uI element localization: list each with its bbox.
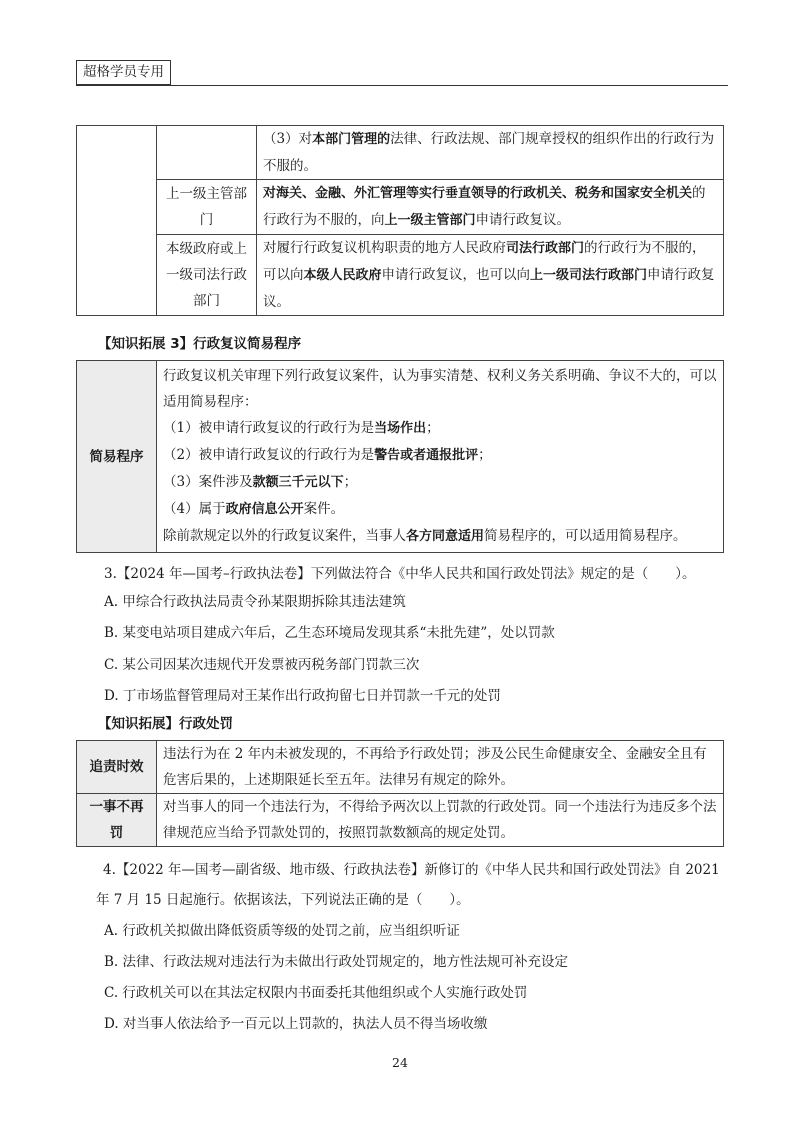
table1-row2-text: 对海关、金融、外汇管理等实行垂直领导的行政机关、税务和国家安全机关的行政行为不服的，向上一级主管部门申请行政复议。 — [257, 180, 724, 235]
administrative-penalty-table — [76, 740, 724, 847]
simplified-procedure-table — [76, 360, 724, 553]
penalty-row-text: 违法行为在 2 年内未被发现的，不再给予行政处罚；涉及公民生命健康安全、金融安全且有危害后果的，上述期限延长至五年。法律另有规定的除外。 — [157, 741, 724, 794]
question-4-option-d: D. 对当事人依法给予一百元以上罚款的，执法人员不得当场收缴 — [104, 1016, 488, 1032]
question-3-option-c: C. 某公司因某次违规代开发票被丙税务部门罚款三次 — [104, 657, 420, 673]
procedure-intro: 行政复议机关审理下列行政复议案件，认为事实清楚、权利义务关系明确、争议不大的，可以适用简易程序： — [163, 368, 717, 410]
procedure-item: （2）被申请行政复议的行政行为是警告或者通报批评； — [163, 447, 492, 463]
table1-row1-text: （3）对本部门管理的法律、行政法规、部门规章授权的组织作出的行政行为不服的。 — [257, 126, 724, 180]
question-3-option-a: A. 甲综合行政执法局责令孙某限期拆除其违法建筑 — [104, 594, 406, 610]
procedure-item: （1）被申请行政复议的行政行为是当场作出； — [163, 420, 440, 436]
table1-row2-label: 上一级主管部门 — [157, 180, 257, 235]
simplified-procedure-content — [157, 361, 724, 553]
header-rule — [76, 85, 728, 86]
header-tag: 超格学员专用 — [76, 60, 171, 85]
knowledge-extension-3-title: 【知识拓展 3】行政复议简易程序 — [98, 336, 302, 352]
procedure-outro: 除前款规定以外的行政复议案件，当事人各方同意适用简易程序的，可以适用简易程序。 — [163, 528, 687, 544]
procedure-item: （3）案件涉及款额三千元以下； — [163, 474, 358, 490]
simplified-procedure-label: 简易程序 — [77, 361, 157, 553]
penalty-row-label: 追责时效 — [77, 741, 157, 794]
page-number: 24 — [392, 1055, 408, 1070]
table1-row3-text: 对履行行政复议机构职责的地方人民政府司法行政部门的行政行为不服的，可以向本级人民政府申请行政复议，也可以向上一级司法行政部门申请行政复议。 — [257, 235, 724, 316]
blank-label-cell — [157, 126, 257, 180]
penalty-row-label: 一事不再罚 — [77, 794, 157, 847]
knowledge-extension-title: 【知识拓展】行政处罚 — [98, 716, 233, 732]
question-4-option-b: B. 法律、行政法规对违法行为未做出行政处罚规定的，地方性法规可补充设定 — [104, 954, 569, 970]
question-3-option-b: B. 某变电站项目建成六年后，乙生态环境局发现其系“未批先建”，处以罚款 — [104, 625, 555, 641]
question-4-stem: 4.【2022 年—国考—副省级、地市级、行政执法卷】新修订的《中华人民共和国行政处罚法》自 2021 年 7 月 15 日起施行。依据该法，下列说法正确的是（ ）。 — [96, 862, 720, 908]
question-4-option-a: A. 行政机关拟做出降低资质等级的处罚之前，应当组织听证 — [104, 923, 460, 939]
procedure-item: （4）属于政府信息公开案件。 — [163, 501, 345, 517]
blank-category-cell — [77, 126, 157, 316]
question-3-stem: 3.【2024 年—国考–行政执法卷】下列做法符合《中华人民共和国行政处罚法》规定的是（ ）。 — [104, 566, 696, 582]
penalty-row-text: 对当事人的同一个违法行为，不得给予两次以上罚款的行政处罚。同一个违法行为违反多个法律规范应当给予罚款处罚的，按照罚款数额高的规定处罚。 — [157, 794, 724, 847]
question-4-option-c: C. 行政机关可以在其法定权限内书面委托其他组织或个人实施行政处罚 — [104, 985, 528, 1001]
question-3-option-d: D. 丁市场监督管理局对王某作出行政拘留七日并罚款一千元的处罚 — [104, 688, 501, 704]
review-authority-table — [76, 125, 724, 316]
table1-row3-label: 本级政府或上一级司法行政部门 — [157, 235, 257, 316]
